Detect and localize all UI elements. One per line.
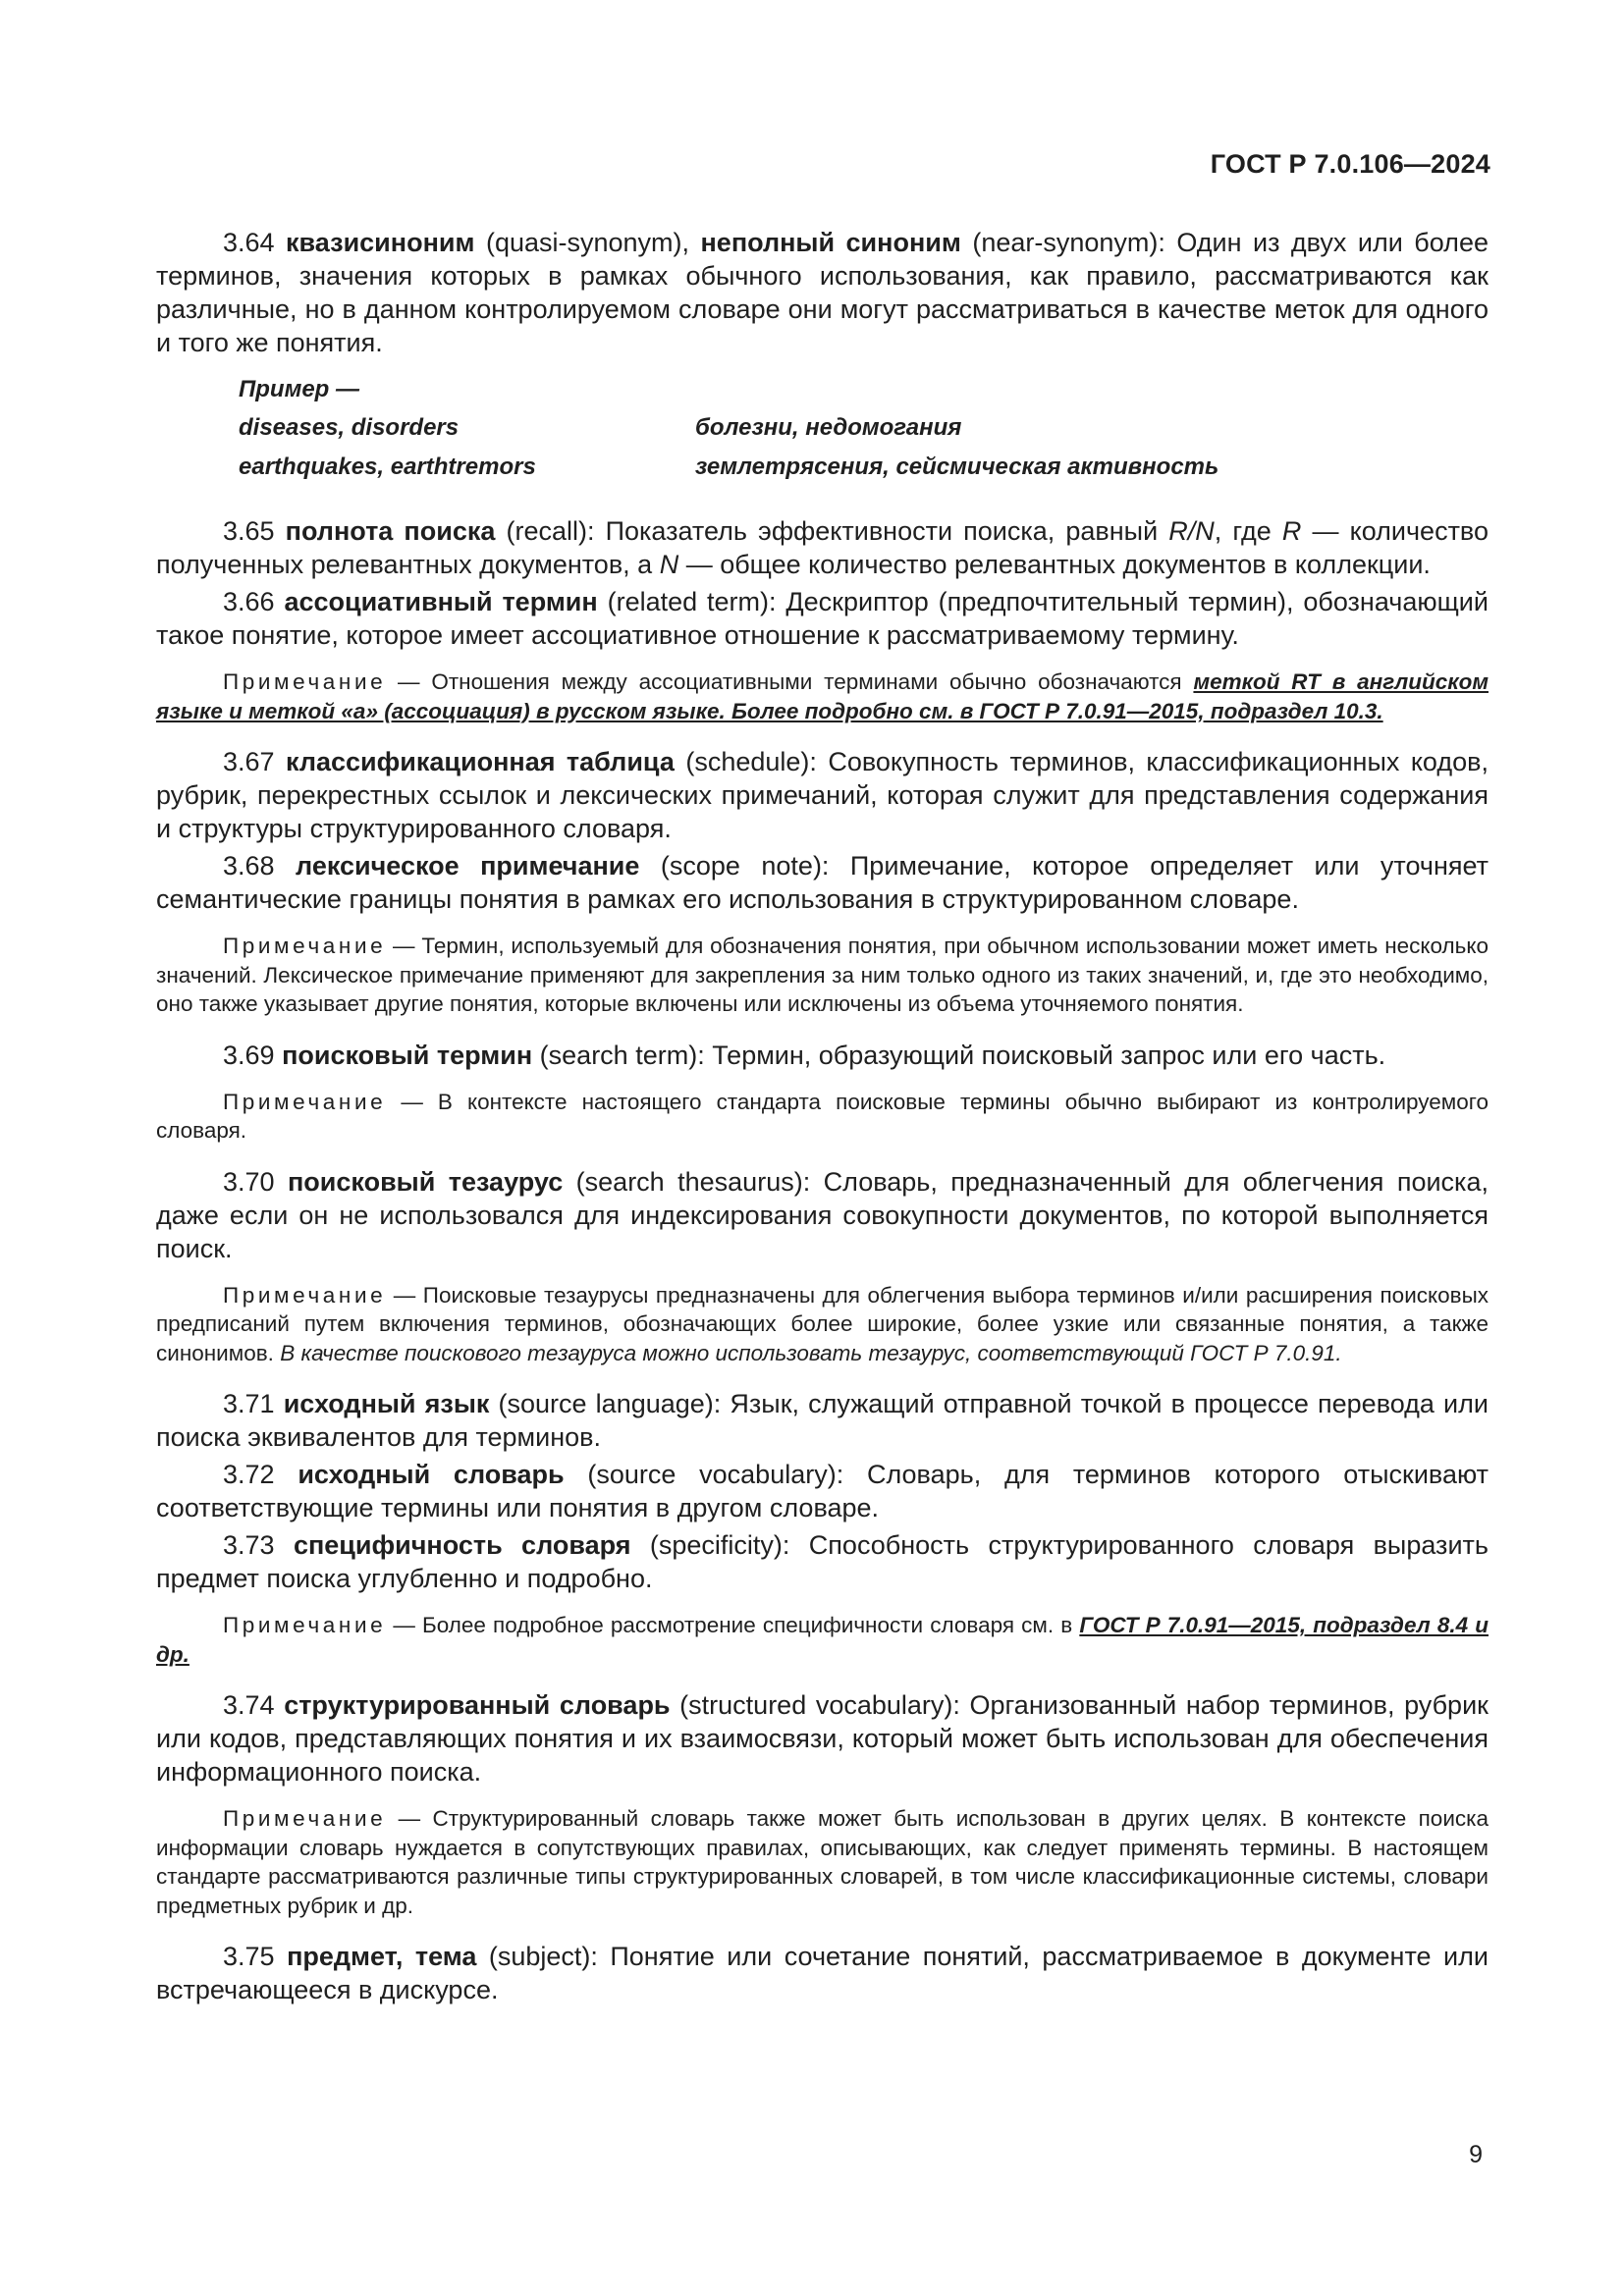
entry-term: ассоциативный термин [284, 587, 598, 616]
entry-3-73 [156, 1528, 1489, 1595]
entry-term: квазисиноним [286, 228, 475, 257]
note-3-70 [156, 1281, 1489, 1368]
entry-term: поисковый термин [282, 1040, 533, 1070]
entry-term: структурированный словарь [284, 1690, 671, 1720]
note-reference-link[interactable]: меткой RT в английском языке и меткой «а» (ассоциация) в русском языке. Более подробно см. в ГОСТ Р 7.0.91—2015, подраздел 10.3. [156, 669, 1489, 723]
entry-3-71 [156, 1387, 1489, 1454]
entry-definition: (near-synonym): Один из двух или более терминов, значения которых в рамках обычного использования, как правило, рассматриваются как различные, но в данном контролируемом словаре они могут рассматриваться в качестве меток для одного и того же понятия. [156, 228, 1489, 357]
note-text: — Термин, используемый для обозначения понятия, при обычном использовании может иметь несколько значений. Лексическое примечание применяют для закрепления за ним только одного из таких значений, и, где это необходимо, оно также указывает другие понятия, которые включены или исключены из объема уточняемого понятия. [156, 934, 1489, 1016]
entry-number: 3.69 [223, 1040, 275, 1070]
entry-definition: (specificity): Способность структурированного словаря выразить предмет поиска углубленно и подробно. [156, 1530, 1489, 1593]
entry-3-64 [156, 226, 1489, 359]
entry-definition-part: , где [1214, 516, 1282, 546]
note-3-74 [156, 1804, 1489, 1920]
example-english: diseases, disorders [239, 414, 460, 441]
entry-number: 3.75 [223, 1942, 275, 1971]
example-row [239, 408, 1489, 448]
example-row [239, 448, 1489, 487]
entry-number: 3.68 [223, 851, 275, 881]
formula-n: N [659, 550, 679, 579]
entry-definition: (related term): Дескриптор (предпочтительный термин), обозначающий такое понятие, которое имеет ассоциативное отношение к рассматриваемому термину. [156, 587, 1489, 650]
note-3-73 [156, 1611, 1489, 1669]
entry-definition: (subject): Понятие или сочетание понятий, рассматриваемое в документе или встречающееся в дискурсе. [156, 1942, 1489, 2004]
entry-definition: (source language): Язык, служащий отправной точкой в процессе перевода или поиска эквивалентов для терминов. [156, 1389, 1489, 1452]
entry-term: специфичность словаря [293, 1530, 631, 1560]
formula-rn: R/N [1168, 516, 1215, 546]
entry-definition: (source vocabulary): Словарь, для терминов которого отыскивают соответствующие термины или понятия в другом словаре. [156, 1460, 1489, 1522]
formula-r: R [1281, 516, 1302, 546]
entry-definition-part: — общее количество релевантных документов в коллекции. [678, 550, 1431, 579]
entry-number: 3.74 [223, 1690, 275, 1720]
note-3-68 [156, 932, 1489, 1019]
entry-number: 3.65 [223, 516, 275, 546]
entry-3-72 [156, 1458, 1489, 1524]
entry-definition: (schedule): Совокупность терминов, классификационных кодов, рубрик, перекрестных ссылок и лексических примечаний, которая служит для представления содержания и структуры структурированного словаря. [156, 747, 1489, 843]
note-italic-text: В качестве поискового тезауруса можно использовать тезаурус, соответствующий ГОСТ Р 7.0.91. [280, 1340, 1342, 1365]
note-label: Примечание [223, 669, 387, 694]
entry-3-75 [156, 1940, 1489, 2006]
entry-number: 3.70 [223, 1166, 275, 1197]
note-text: — Поисковые тезаурусы предназначены для облегчения выбора терминов и/или расширения поисковых предписаний путем включения терминов, обозначающих более широкие, более узкие или связанные понятия, а также синонимов. [156, 1282, 1489, 1365]
example-block [239, 371, 1489, 487]
entry-term: предмет, тема [287, 1942, 477, 1971]
entry-english: (quasi-synonym), [485, 228, 690, 257]
entry-number: 3.73 [223, 1530, 275, 1560]
entry-number: 3.64 [223, 228, 275, 257]
note-text: — Более подробное рассмотрение специфичности словаря см. в [386, 1613, 1080, 1637]
note-label: Примечание [223, 1613, 387, 1637]
note-3-66 [156, 667, 1489, 725]
entry-term: лексическое примечание [296, 851, 640, 881]
entry-term: полнота поиска [285, 516, 496, 546]
entry-term: исходный словарь [298, 1460, 565, 1489]
entry-number: 3.67 [223, 747, 275, 776]
entry-number: 3.72 [223, 1460, 275, 1489]
entry-number: 3.66 [223, 587, 275, 616]
entry-3-66 [156, 585, 1489, 652]
note-label: Примечание [223, 1806, 387, 1831]
entry-term: поисковый тезаурус [288, 1166, 564, 1197]
entry-3-68 [156, 849, 1489, 916]
entry-3-67 [156, 745, 1489, 845]
example-title: Пример — [239, 376, 360, 402]
entry-3-65 [156, 514, 1489, 581]
entry-definition: (search term): Термин, образующий поисковый запрос или его часть. [539, 1040, 1386, 1070]
entry-number: 3.71 [223, 1389, 275, 1418]
document-body [156, 226, 1489, 2010]
entry-definition: (search thesaurus): Словарь, предназначенный для облегчения поиска, даже если он не использовался для индексирования совокупности документов, по которой выполняется поиск. [156, 1166, 1489, 1263]
entry-3-69 [156, 1039, 1489, 1072]
note-text: — Структурированный словарь также может быть использован в других целях. В контексте поиска информации словарь нуждается в сопутствующих правилах, описывающих, как следует применять термины. В настоящем стандарте рассматриваются различные типы структурированных словарей, в том числе классификационные системы, словари предметных рубрик и др. [156, 1806, 1489, 1918]
note-label: Примечание [223, 1282, 387, 1308]
example-english: earthquakes, earthtremors [239, 454, 536, 480]
entry-term: классификационная таблица [286, 747, 675, 776]
note-text: — Отношения между ассоциативными терминами обычно обозначаются [386, 669, 1194, 694]
entry-term: исходный язык [283, 1389, 490, 1418]
entry-term-alt: неполный синоним [700, 228, 961, 257]
entry-definition: (scope note): Примечание, которое определяет или уточняет семантические границы понятия в рамках его использования в структурированном словаре. [156, 851, 1489, 914]
note-3-69 [156, 1088, 1489, 1146]
entry-definition-part: — количество полученных релевантных документов, а [156, 516, 1489, 579]
note-label: Примечание [223, 934, 387, 958]
entry-definition-part: (recall): Показатель эффективности поиска, равный [506, 516, 1169, 546]
page-number: 9 [1469, 2141, 1483, 2168]
document-code-header: ГОСТ Р 7.0.106—2024 [1210, 149, 1490, 179]
note-reference-link[interactable]: ГОСТ Р 7.0.91—2015, подраздел 8.4 и др. [156, 1613, 1489, 1667]
example-russian: болезни, недомогания [695, 414, 962, 441]
note-label: Примечание [223, 1089, 387, 1114]
entry-3-70 [156, 1165, 1489, 1265]
entry-3-74 [156, 1688, 1489, 1789]
note-text: — В контексте настоящего стандарта поисковые термины обычно выбирают из контролируемого словаря. [156, 1089, 1489, 1143]
entry-definition: (structured vocabulary): Организованный набор терминов, рубрик или кодов, представляющих понятия и их взаимосвязи, который может быть использован для обеспечения информационного поиска. [156, 1690, 1489, 1787]
example-russian: землетрясения, сейсмическая активность [695, 454, 1219, 480]
